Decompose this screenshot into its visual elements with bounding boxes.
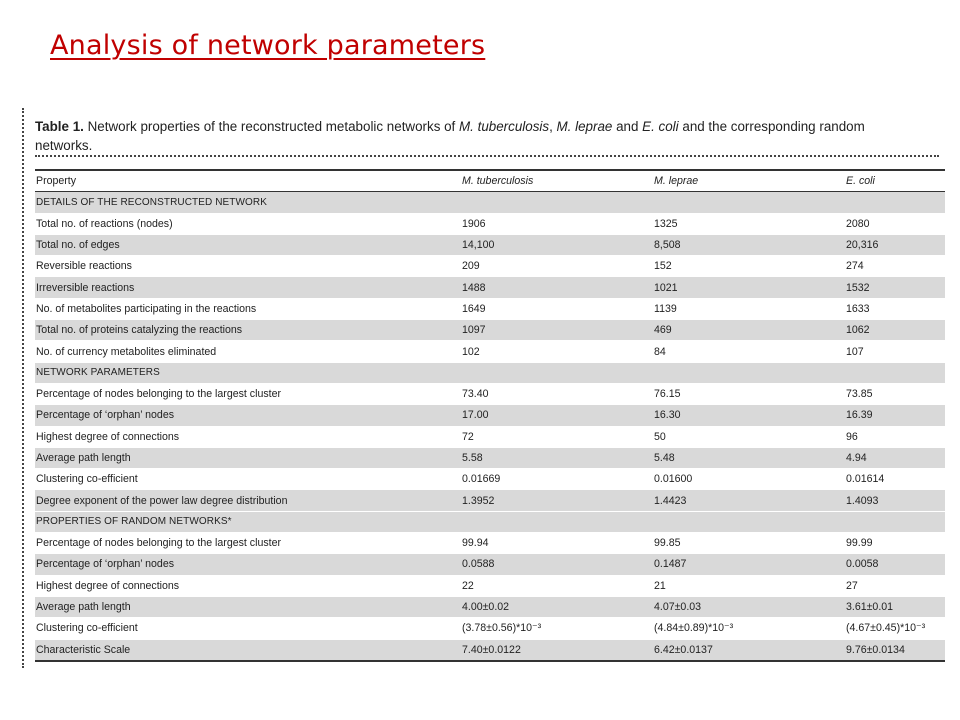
cell-m-tuberculosis: 1649 <box>461 298 653 319</box>
cell-m-tuberculosis: 22 <box>461 575 653 596</box>
cell-m-tuberculosis: 0.01669 <box>461 469 653 490</box>
cell-m-tuberculosis: 5.58 <box>461 447 653 468</box>
section-cell <box>845 192 945 213</box>
table-row <box>35 341 945 362</box>
cell-m-leprae: 6.42±0.0137 <box>653 639 845 661</box>
table-row <box>35 490 945 511</box>
table-row <box>35 575 945 596</box>
cell-e-coli: 107 <box>845 341 945 362</box>
caption-text-1: Network properties of the reconstructed metabolic networks of <box>87 119 456 134</box>
cell-e-coli: 73.85 <box>845 383 945 404</box>
section-cell <box>653 511 845 532</box>
table-row <box>35 298 945 319</box>
cell-property: Degree exponent of the power law degree distribution <box>35 490 461 511</box>
table-row <box>35 234 945 255</box>
cell-m-tuberculosis: (3.78±0.56)*10⁻³ <box>461 618 653 639</box>
cell-e-coli: 1532 <box>845 277 945 298</box>
cell-e-coli: 96 <box>845 426 945 447</box>
table-row <box>35 533 945 554</box>
cell-m-leprae: 16.30 <box>653 405 845 426</box>
cell-m-tuberculosis: 1.3952 <box>461 490 653 511</box>
section-cell <box>845 511 945 532</box>
cell-property: Characteristic Scale <box>35 639 461 661</box>
table-row <box>35 469 945 490</box>
caption-text-2: and the corresponding random networks. <box>35 119 865 153</box>
header-m-leprae: M. leprae <box>653 170 845 192</box>
cell-e-coli: (4.67±0.45)*10⁻³ <box>845 618 945 639</box>
section-label: NETWORK PARAMETERS <box>35 362 461 383</box>
cell-m-tuberculosis: 14,100 <box>461 234 653 255</box>
caption-label: Table 1. <box>35 119 84 134</box>
table-body <box>35 192 945 661</box>
cell-m-tuberculosis: 1906 <box>461 213 653 234</box>
cell-m-leprae: 1325 <box>653 213 845 234</box>
table-header-row <box>35 170 945 192</box>
table-row <box>35 213 945 234</box>
cell-property: Percentage of nodes belonging to the largest cluster <box>35 383 461 404</box>
cell-m-tuberculosis: 0.0588 <box>461 554 653 575</box>
header-e-coli: E. coli <box>845 170 945 192</box>
cell-m-tuberculosis: 17.00 <box>461 405 653 426</box>
table-row <box>35 256 945 277</box>
table-row <box>35 639 945 661</box>
dotted-border-left <box>22 108 24 668</box>
cell-m-tuberculosis: 99.94 <box>461 533 653 554</box>
section-cell <box>461 362 653 383</box>
cell-e-coli: 0.01614 <box>845 469 945 490</box>
caption-separator: , <box>549 119 553 134</box>
cell-property: No. of metabolites participating in the reactions <box>35 298 461 319</box>
cell-property: Highest degree of connections <box>35 575 461 596</box>
cell-m-leprae: 21 <box>653 575 845 596</box>
section-label: PROPERTIES OF RANDOM NETWORKS* <box>35 511 461 532</box>
cell-m-tuberculosis: 7.40±0.0122 <box>461 639 653 661</box>
table-row <box>35 447 945 468</box>
cell-m-leprae: 0.01600 <box>653 469 845 490</box>
cell-m-leprae: 469 <box>653 320 845 341</box>
table-row <box>35 618 945 639</box>
cell-m-leprae: 152 <box>653 256 845 277</box>
table-row <box>35 277 945 298</box>
cell-m-leprae: 8,508 <box>653 234 845 255</box>
cell-property: Percentage of ‘orphan’ nodes <box>35 405 461 426</box>
cell-m-leprae: 1021 <box>653 277 845 298</box>
cell-m-leprae: (4.84±0.89)*10⁻³ <box>653 618 845 639</box>
table-section-row <box>35 362 945 383</box>
cell-m-leprae: 5.48 <box>653 447 845 468</box>
cell-e-coli: 1.4093 <box>845 490 945 511</box>
caption-organism-2: M. leprae <box>556 119 613 134</box>
cell-e-coli: 20,316 <box>845 234 945 255</box>
slide-title: Analysis of network parameters <box>50 30 486 61</box>
cell-property: Total no. of reactions (nodes) <box>35 213 461 234</box>
cell-m-tuberculosis: 1488 <box>461 277 653 298</box>
header-property: Property <box>35 170 461 192</box>
table-row <box>35 320 945 341</box>
section-cell <box>653 192 845 213</box>
cell-property: Highest degree of connections <box>35 426 461 447</box>
cell-property: Clustering co-efficient <box>35 618 461 639</box>
cell-m-leprae: 99.85 <box>653 533 845 554</box>
cell-m-tuberculosis: 209 <box>461 256 653 277</box>
cell-m-tuberculosis: 1097 <box>461 320 653 341</box>
cell-property: Clustering co-efficient <box>35 469 461 490</box>
cell-e-coli: 274 <box>845 256 945 277</box>
table-row <box>35 383 945 404</box>
cell-property: No. of currency metabolites eliminated <box>35 341 461 362</box>
cell-property: Total no. of proteins catalyzing the reactions <box>35 320 461 341</box>
cell-e-coli: 99.99 <box>845 533 945 554</box>
cell-m-leprae: 1139 <box>653 298 845 319</box>
cell-m-tuberculosis: 73.40 <box>461 383 653 404</box>
dotted-separator <box>35 155 939 157</box>
cell-m-leprae: 76.15 <box>653 383 845 404</box>
table-row <box>35 554 945 575</box>
cell-e-coli: 16.39 <box>845 405 945 426</box>
cell-m-leprae: 0.1487 <box>653 554 845 575</box>
section-cell <box>461 192 653 213</box>
cell-m-tuberculosis: 102 <box>461 341 653 362</box>
cell-m-leprae: 84 <box>653 341 845 362</box>
caption-organism-3: E. coli <box>642 119 679 134</box>
cell-e-coli: 1062 <box>845 320 945 341</box>
cell-property: Percentage of ‘orphan’ nodes <box>35 554 461 575</box>
table-caption <box>35 117 915 155</box>
cell-m-leprae: 1.4423 <box>653 490 845 511</box>
section-label: DETAILS OF THE RECONSTRUCTED NETWORK <box>35 192 461 213</box>
table-section-row <box>35 192 945 213</box>
cell-e-coli: 2080 <box>845 213 945 234</box>
cell-e-coli: 9.76±0.0134 <box>845 639 945 661</box>
network-properties-table <box>35 169 945 662</box>
caption-organism-1: M. tuberculosis <box>459 119 550 134</box>
cell-e-coli: 27 <box>845 575 945 596</box>
section-cell <box>653 362 845 383</box>
header-m-tuberculosis: M. tuberculosis <box>461 170 653 192</box>
cell-property: Average path length <box>35 447 461 468</box>
cell-property: Percentage of nodes belonging to the largest cluster <box>35 533 461 554</box>
cell-m-leprae: 50 <box>653 426 845 447</box>
cell-e-coli: 1633 <box>845 298 945 319</box>
cell-m-leprae: 4.07±0.03 <box>653 596 845 617</box>
table-row <box>35 426 945 447</box>
cell-e-coli: 3.61±0.01 <box>845 596 945 617</box>
table-section-row <box>35 511 945 532</box>
table-row <box>35 596 945 617</box>
cell-e-coli: 0.0058 <box>845 554 945 575</box>
cell-property: Total no. of edges <box>35 234 461 255</box>
cell-m-tuberculosis: 72 <box>461 426 653 447</box>
cell-property: Average path length <box>35 596 461 617</box>
table-row <box>35 405 945 426</box>
cell-e-coli: 4.94 <box>845 447 945 468</box>
cell-m-tuberculosis: 4.00±0.02 <box>461 596 653 617</box>
cell-property: Reversible reactions <box>35 256 461 277</box>
section-cell <box>461 511 653 532</box>
caption-and: and <box>616 119 639 134</box>
cell-property: Irreversible reactions <box>35 277 461 298</box>
section-cell <box>845 362 945 383</box>
